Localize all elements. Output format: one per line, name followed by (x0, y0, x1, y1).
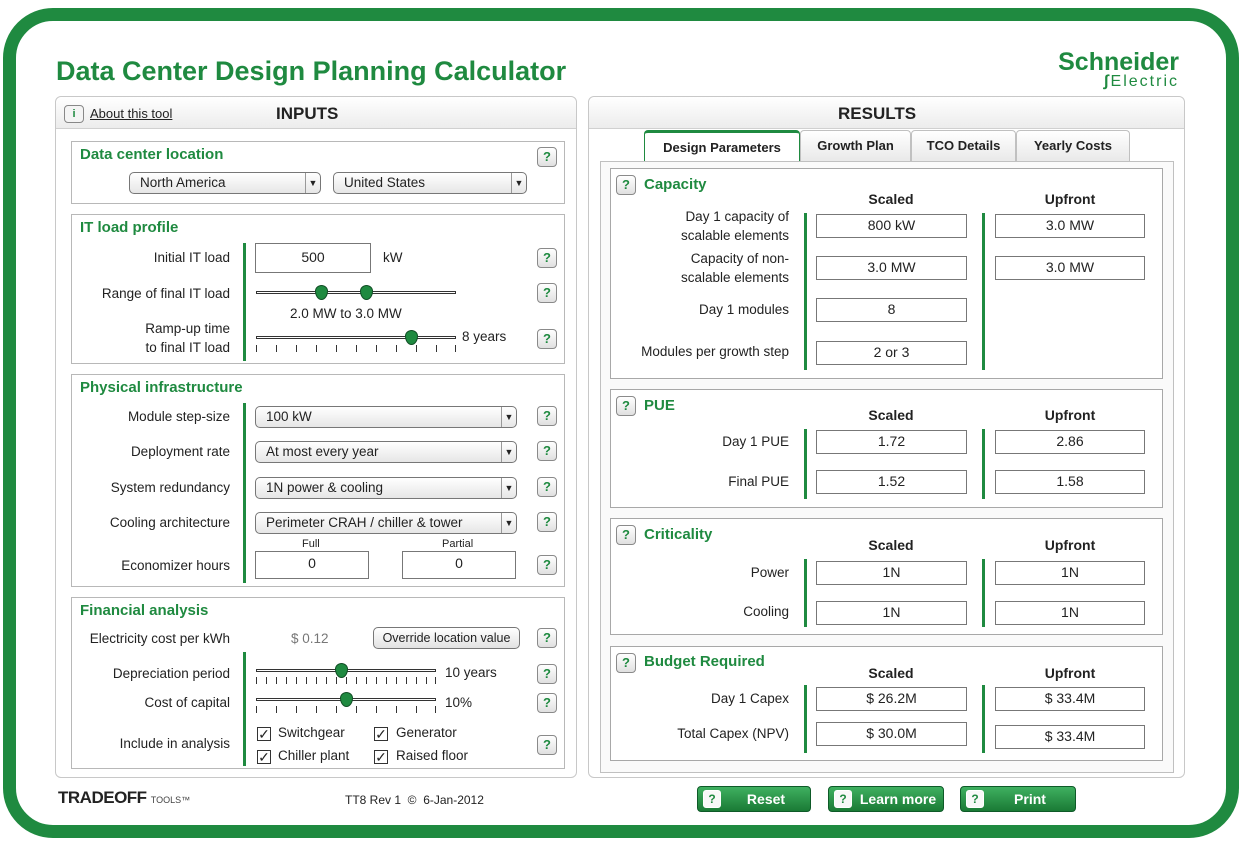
learn-more-label: Learn more (859, 791, 937, 807)
location-section (71, 141, 565, 204)
initial-load-unit: kW (383, 250, 403, 265)
depreciation-label: Depreciation period (112, 666, 230, 681)
divider (804, 213, 807, 370)
redundancy-select[interactable] (255, 477, 517, 499)
econ-full-label: Full (302, 538, 320, 550)
pue-heading: PUE (644, 397, 675, 414)
logo-text-2: OFF (114, 788, 147, 807)
help-icon[interactable]: ? (537, 693, 557, 713)
help-icon[interactable]: ? (616, 653, 636, 673)
help-icon[interactable]: ? (537, 248, 557, 268)
brand-name: Schneider (1058, 48, 1179, 76)
power-label: Power (750, 565, 789, 580)
capital-handle[interactable] (340, 692, 353, 707)
cooling-upfront: 1N (995, 601, 1145, 625)
upfront-column-header: Upfront (1044, 665, 1096, 681)
depreciation-value: 10 years (445, 665, 497, 680)
cooling-arch-select[interactable] (255, 512, 517, 534)
version-info: TT8 Rev 1 © 6-Jan-2012 (345, 793, 484, 807)
day1-capacity-label (681, 207, 789, 245)
results-title: RESULTS (838, 104, 917, 123)
ramp-slider-track[interactable] (256, 336, 456, 339)
final-pue-label: Final PUE (728, 474, 789, 489)
inputs-title: INPUTS (276, 104, 339, 123)
switchgear-checkbox[interactable]: ✓ (258, 726, 270, 742)
initial-load-input[interactable]: 500 (255, 243, 371, 273)
print-button[interactable] (960, 786, 1076, 812)
help-icon[interactable]: ? (537, 477, 557, 497)
help-icon: ? (834, 790, 852, 808)
chiller-label: Chiller plant (278, 748, 350, 763)
raised-floor-label: Raised floor (396, 748, 469, 763)
electricity-value: $ 0.12 (291, 631, 329, 646)
step-size-select[interactable] (255, 406, 517, 428)
power-scaled: 1N (816, 561, 967, 585)
divider (804, 429, 807, 499)
day1-modules-value: 8 (816, 298, 967, 322)
divider (243, 403, 246, 583)
chevron-down-icon: ▼ (501, 478, 516, 498)
depreciation-slider-ticks (256, 677, 436, 684)
power-upfront: 1N (995, 561, 1145, 585)
day1-pue-upfront: 2.86 (995, 430, 1145, 454)
physical-heading: Physical infrastructure (80, 379, 243, 396)
tab-tco-details[interactable]: TCO Details (911, 130, 1016, 162)
day1-capacity-line1: Day 1 capacity of (685, 209, 789, 224)
ramp-label-line1: Ramp-up time (145, 321, 230, 336)
day1-capacity-line2: scalable elements (680, 228, 789, 243)
help-icon[interactable]: ? (537, 283, 557, 303)
ramp-value: 8 years (462, 329, 507, 344)
help-icon[interactable]: ? (537, 406, 557, 426)
help-icon[interactable]: ? (537, 555, 557, 575)
learn-more-button[interactable] (828, 786, 944, 812)
help-icon[interactable]: ? (537, 441, 557, 461)
generator-label: Generator (396, 725, 457, 740)
redundancy-label: System redundancy (110, 480, 230, 495)
ramp-handle[interactable] (405, 330, 418, 345)
npv-scaled: $ 30.0M (816, 722, 967, 746)
econ-full-input[interactable]: 0 (255, 551, 369, 579)
financial-heading: Financial analysis (80, 602, 209, 619)
print-label: Print (1014, 791, 1046, 807)
chevron-down-icon: ▼ (511, 173, 526, 193)
cooling-arch-label: Cooling architecture (109, 515, 230, 530)
capital-value: 10% (445, 695, 473, 710)
generator-checkbox[interactable]: ✓ (375, 726, 387, 742)
chevron-down-icon: ▼ (305, 173, 320, 193)
divider (982, 429, 985, 499)
override-location-button[interactable]: Override location value (373, 627, 520, 649)
econ-label: Economizer hours (121, 558, 230, 573)
cooling-arch-value: Perimeter CRAH / chiller & tower (266, 515, 463, 530)
npv-label: Total Capex (NPV) (677, 726, 789, 741)
day1-capex-label: Day 1 Capex (710, 691, 789, 706)
about-link[interactable]: About this tool (90, 106, 173, 121)
upfront-column-header: Upfront (1044, 537, 1096, 553)
budget-heading: Budget Required (644, 653, 765, 670)
location-heading: Data center location (80, 146, 224, 163)
chevron-down-icon: ▼ (501, 442, 516, 462)
day1-pue-scaled: 1.72 (816, 430, 967, 454)
help-icon[interactable]: ? (616, 175, 636, 195)
pue-section (610, 389, 1163, 508)
econ-partial-label: Partial (442, 538, 474, 550)
upfront-column-header: Upfront (1044, 407, 1096, 423)
range-min-handle[interactable] (315, 285, 328, 300)
ramp-label (145, 319, 230, 357)
capacity-section (610, 168, 1163, 379)
final-pue-upfront: 1.58 (995, 470, 1145, 494)
capacity-heading: Capacity (644, 176, 707, 193)
day1-capex-scaled: $ 26.2M (816, 687, 967, 711)
step-size-value: 100 kW (266, 409, 312, 424)
tab-yearly-costs[interactable]: Yearly Costs (1016, 130, 1130, 162)
range-value: 2.0 MW to 3.0 MW (290, 306, 402, 321)
scaled-column-header: Scaled (868, 537, 914, 553)
day1-capex-upfront: $ 33.4M (995, 687, 1145, 711)
country-value: United States (344, 175, 426, 190)
help-icon[interactable]: ? (537, 735, 557, 755)
tradeoff-tools-logo (58, 788, 190, 808)
reset-label: Reset (746, 791, 786, 807)
chevron-down-icon: ▼ (501, 513, 516, 533)
ramp-slider-ticks (256, 345, 456, 352)
country-select[interactable] (333, 172, 527, 194)
econ-partial-input[interactable]: 0 (402, 551, 516, 579)
help-icon[interactable]: ? (537, 329, 557, 349)
raised-floor-checkbox[interactable]: ✓ (375, 749, 387, 765)
nonscalable-upfront: 3.0 MW (995, 256, 1145, 280)
region-value: North America (140, 175, 226, 190)
deployment-label: Deployment rate (130, 444, 230, 459)
day1-modules-label: Day 1 modules (698, 302, 789, 317)
divider (804, 559, 807, 627)
capital-slider-ticks (256, 706, 436, 713)
tab-design-parameters[interactable]: Design Parameters (644, 130, 800, 163)
deployment-select[interactable] (255, 441, 517, 463)
range-max-handle[interactable] (360, 285, 373, 300)
divider (982, 213, 985, 370)
day1-capacity-scaled: 800 kW (816, 214, 967, 238)
reset-button[interactable] (697, 786, 811, 812)
chiller-checkbox[interactable]: ✓ (258, 749, 270, 765)
nonscalable-line2: scalable elements (680, 270, 789, 285)
capital-label: Cost of capital (144, 695, 230, 710)
scaled-column-header: Scaled (868, 191, 914, 207)
day1-capacity-upfront: 3.0 MW (995, 214, 1145, 238)
nonscalable-label (681, 249, 789, 287)
help-icon[interactable]: ? (537, 628, 557, 648)
step-size-label: Module step-size (127, 409, 230, 424)
help-icon: ? (966, 790, 984, 808)
depreciation-handle[interactable] (335, 663, 348, 678)
divider (982, 685, 985, 753)
day1-pue-label: Day 1 PUE (722, 434, 789, 449)
initial-load-label: Initial IT load (153, 250, 230, 265)
modules-per-step-label: Modules per growth step (641, 344, 789, 359)
deployment-value: At most every year (266, 444, 379, 459)
divider (243, 652, 246, 766)
brand-logo (1038, 46, 1188, 94)
upfront-column-header: Upfront (1044, 191, 1096, 207)
npv-upfront: $ 33.4M (995, 725, 1145, 749)
tab-growth-plan[interactable]: Growth Plan (800, 130, 911, 162)
nonscalable-line1: Capacity of non- (690, 251, 789, 266)
logo-text-1: TRADE (58, 788, 115, 807)
redundancy-value: 1N power & cooling (266, 480, 384, 495)
brand-subname: ∫Electric (1104, 73, 1179, 90)
page-title: Data Center Design Planning Calculator (56, 56, 567, 86)
help-icon[interactable]: ? (537, 147, 557, 167)
physical-section (71, 374, 565, 587)
criticality-section (610, 518, 1163, 635)
cooling-label: Cooling (743, 604, 789, 619)
range-label: Range of final IT load (101, 286, 230, 301)
financial-section (71, 597, 565, 769)
switchgear-label: Switchgear (278, 725, 345, 740)
include-label: Include in analysis (119, 736, 230, 751)
ramp-label-line2: to final IT load (145, 340, 230, 355)
chevron-down-icon: ▼ (501, 407, 516, 427)
electricity-label: Electricity cost per kWh (89, 631, 230, 646)
modules-per-step-value: 2 or 3 (816, 341, 967, 365)
scaled-column-header: Scaled (868, 407, 914, 423)
region-select[interactable] (129, 172, 321, 194)
criticality-heading: Criticality (644, 526, 713, 543)
help-icon[interactable]: ? (537, 664, 557, 684)
divider (243, 243, 246, 361)
it-load-section (71, 214, 565, 364)
help-icon[interactable]: ? (616, 396, 636, 416)
divider (982, 559, 985, 627)
help-icon: ? (703, 790, 721, 808)
logo-text-3: TOOLS™ (150, 795, 191, 805)
scaled-column-header: Scaled (868, 665, 914, 681)
budget-section (610, 646, 1163, 761)
help-icon[interactable]: ? (616, 525, 636, 545)
final-pue-scaled: 1.52 (816, 470, 967, 494)
cooling-scaled: 1N (816, 601, 967, 625)
divider (804, 685, 807, 753)
range-slider-track[interactable] (256, 291, 456, 294)
brand-subname-text: Electric (1110, 73, 1179, 90)
info-icon[interactable]: i (64, 105, 84, 123)
nonscalable-scaled: 3.0 MW (816, 256, 967, 280)
it-load-heading: IT load profile (80, 219, 179, 236)
help-icon[interactable]: ? (537, 512, 557, 532)
